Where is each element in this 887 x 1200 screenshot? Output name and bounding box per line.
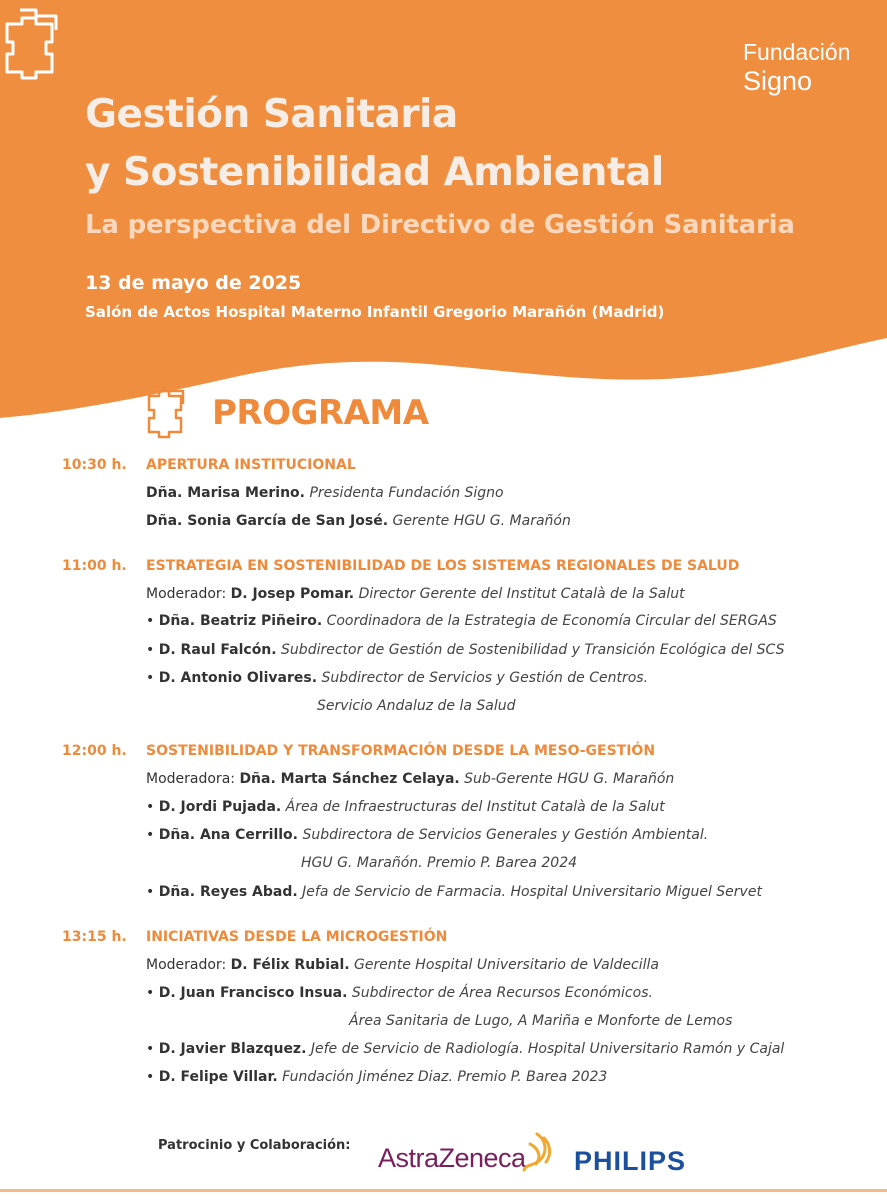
speaker-line: • D. Juan Francisco Insua. Subdirector de Área Recursos Económicos. [146, 985, 653, 1001]
title-line1: Gestión Sanitaria [85, 92, 458, 137]
speaker-role-continuation [301, 855, 577, 871]
session-time: 10:30 h. [62, 457, 127, 473]
moderator-line [146, 586, 685, 602]
speaker-role: Área de Infraestructuras del Institut Català de la Salut [285, 799, 665, 815]
speaker-role: Gerente HGU G. Marañón [392, 513, 571, 529]
speaker-role: Subdirectora de Servicios Generales y Gestión Ambiental. [302, 827, 709, 843]
speaker-role-2: HGU G. Marañón. Premio P. Barea 2024 [301, 855, 578, 871]
event-date: 13 de mayo de 2025 [85, 272, 302, 294]
speaker-role: Subdirector de Área Recursos Económicos. [351, 985, 653, 1001]
speaker-name: Dña. Reyes Abad. [158, 884, 298, 900]
page-title [85, 86, 664, 202]
session-time: 11:00 h. [62, 558, 127, 574]
session-title: ESTRATEGIA EN SOSTENIBILIDAD DE LOS SISTEMAS REGIONALES DE SALUD [146, 558, 740, 574]
moderator-name: D. Félix Rubial. [230, 957, 350, 973]
session-title: INICIATIVAS DESDE LA MICROGESTIÓN [146, 929, 448, 945]
speaker-line: • D. Antonio Olivares. Subdirector de Servicios y Gestión de Centros. [146, 670, 649, 686]
moderator-role: Director Gerente del Institut Català de la Salut [358, 586, 685, 602]
speaker-role: Presidenta Fundación Signo [309, 485, 504, 501]
fundacion-signo-logo [0, 0, 200, 95]
speaker-role: Subdirector de Servicios y Gestión de Centros. [321, 670, 649, 686]
sponsorship-label: Patrocinio y Colaboración: [158, 1138, 351, 1153]
speaker-role-continuation [349, 1013, 732, 1029]
speaker-role-2: Área Sanitaria de Lugo, A Mariña e Monforte de Lemos [349, 1013, 733, 1029]
astrazeneca-logo: AstraZeneca [378, 1143, 526, 1173]
programa-heading: PROGRAMA [212, 393, 429, 433]
astrazeneca-symbol-icon [518, 1130, 556, 1176]
header-banner [0, 0, 887, 440]
speaker-line: • Dña. Reyes Abad. Jefa de Servicio de Farmacia. Hospital Universitario Miguel Servet [146, 884, 762, 900]
bottom-divider [0, 1189, 887, 1192]
brand-name [743, 38, 850, 96]
speaker-name: D. Juan Francisco Insua. [158, 985, 348, 1001]
moderator-line [146, 957, 659, 973]
speaker-line: • D. Felipe Villar. Fundación Jiménez Diaz. Premio P. Barea 2023 [146, 1069, 608, 1085]
speaker-name: Dña. Ana Cerrillo. [158, 827, 298, 843]
puzzle-icon [143, 384, 189, 442]
speaker-name: Dña. Beatriz Piñeiro. [158, 613, 323, 629]
title-line2: y Sostenibilidad Ambiental [85, 150, 664, 195]
session-time: 12:00 h. [62, 743, 127, 759]
speaker-role: Fundación Jiménez Diaz. Premio P. Barea 2023 [282, 1069, 608, 1085]
subtitle: La perspectiva del Directivo de Gestión Sanitaria [85, 210, 795, 240]
speaker-line: • Dña. Beatriz Piñeiro. Coordinadora de la Estrategia de Economía Circular del SERGAS [146, 613, 777, 629]
speaker-role-continuation [317, 698, 516, 714]
speaker-role: Coordinadora de la Estrategia de Economía Circular del SERGAS [326, 613, 777, 629]
speaker-line: • D. Javier Blazquez. Jefe de Servicio de Radiología. Hospital Universitario Ramón y Cajal [146, 1041, 785, 1057]
speaker-line [146, 485, 504, 501]
brand-name-line2: Signo [743, 66, 813, 96]
speaker-name: D. Javier Blazquez. [158, 1041, 307, 1057]
moderator-label: Moderadora: [146, 771, 235, 787]
philips-logo: PHILIPS [574, 1146, 687, 1176]
moderator-name: D. Josep Pomar. [230, 586, 355, 602]
session-time: 13:15 h. [62, 929, 127, 945]
speaker-line: • D. Raul Falcón. Subdirector de Gestión de Sostenibilidad y Transición Ecológica del SCS [146, 642, 785, 658]
moderator-line [146, 771, 674, 787]
moderator-role: Gerente Hospital Universitario de Valdecilla [354, 957, 659, 973]
speaker-role-2: Servicio Andaluz de la Salud [317, 698, 516, 714]
speaker-line [146, 513, 571, 529]
event-venue: Salón de Actos Hospital Materno Infantil Gregorio Marañón (Madrid) [85, 303, 665, 321]
brand-name-line1: Fundación [743, 39, 851, 65]
moderator-role: Sub-Gerente HGU G. Marañón [464, 771, 675, 787]
session-title: APERTURA INSTITUCIONAL [146, 457, 356, 473]
moderator-name: Dña. Marta Sánchez Celaya. [239, 771, 460, 787]
speaker-role: Jefa de Servicio de Farmacia. Hospital Universitario Miguel Servet [302, 884, 762, 900]
speaker-name: Dña. Marisa Merino. [146, 485, 305, 501]
speaker-name: Dña. Sonia García de San José. [146, 513, 389, 529]
moderator-label: Moderador: [146, 586, 227, 602]
speaker-name: D. Jordi Pujada. [158, 799, 282, 815]
speaker-name: D. Antonio Olivares. [158, 670, 318, 686]
session-title: SOSTENIBILIDAD Y TRANSFORMACIÓN DESDE LA MESO-GESTIÓN [146, 743, 656, 759]
speaker-line: • Dña. Ana Cerrillo. Subdirectora de Servicios Generales y Gestión Ambiental. [146, 827, 709, 843]
speaker-line: • D. Jordi Pujada. Área de Infraestructuras del Institut Català de la Salut [146, 799, 665, 815]
speaker-name: D. Raul Falcón. [158, 642, 277, 658]
speaker-role: Subdirector de Gestión de Sostenibilidad y Transición Ecológica del SCS [281, 642, 785, 658]
speaker-role: Jefe de Servicio de Radiología. Hospital Universitario Ramón y Cajal [310, 1041, 785, 1057]
moderator-label: Moderador: [146, 957, 227, 973]
speaker-name: D. Felipe Villar. [158, 1069, 278, 1085]
